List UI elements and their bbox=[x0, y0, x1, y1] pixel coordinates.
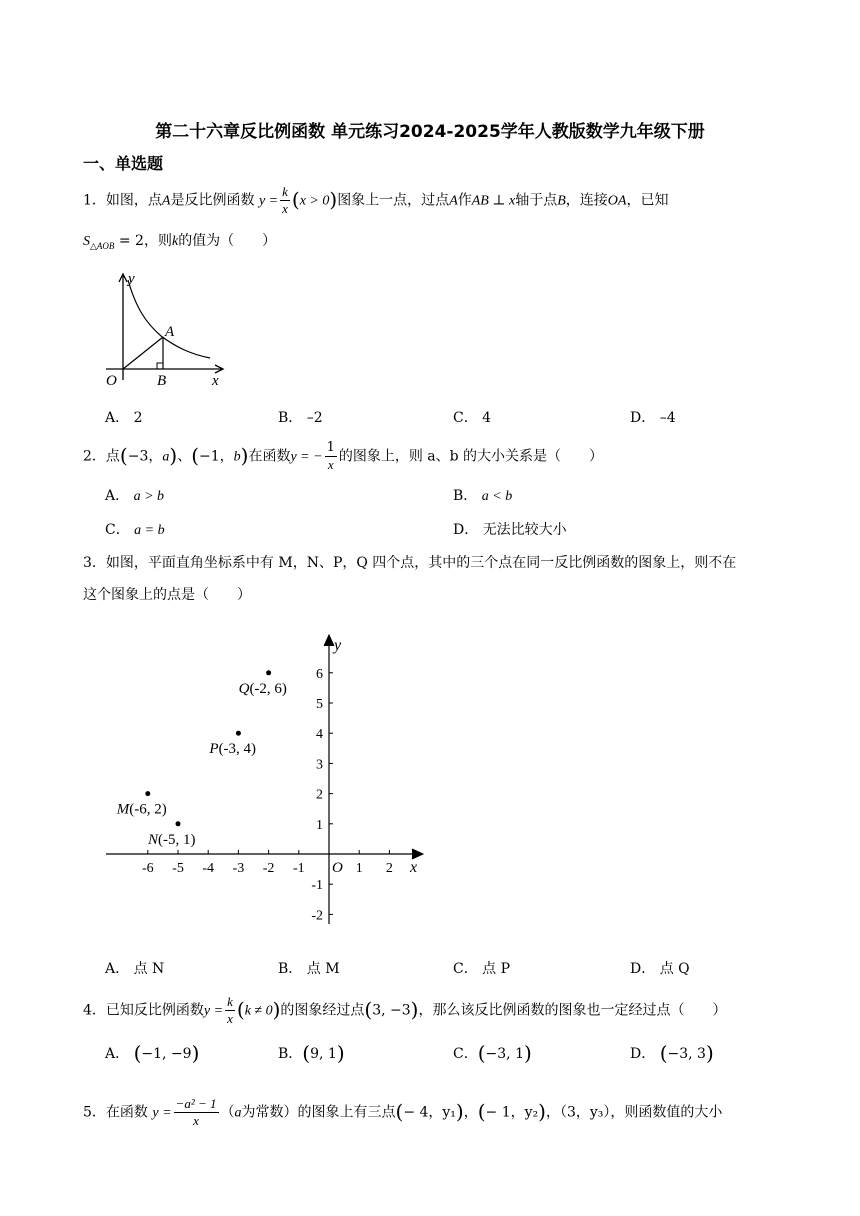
option-label: C． bbox=[105, 522, 130, 538]
q5-frac-den: x bbox=[193, 1113, 199, 1128]
q5-constant-a: a bbox=[234, 1105, 242, 1121]
q4-text: ，那么该反比例函数的图象也一定经过点（ ） bbox=[418, 1002, 727, 1019]
x-tick-label: -4 bbox=[202, 861, 215, 876]
option-value: 点 Q bbox=[659, 961, 690, 977]
q2-point-1-var: a bbox=[162, 449, 170, 465]
q1-condition: x > 0 bbox=[299, 193, 330, 209]
fig1-label-o: O bbox=[106, 373, 117, 389]
y-tick-label: -1 bbox=[311, 878, 323, 894]
q4-option-b[interactable] bbox=[278, 1041, 345, 1065]
q2-fraction bbox=[325, 440, 337, 473]
x-tick-label: 1 bbox=[355, 861, 363, 876]
paren: ) bbox=[240, 443, 249, 468]
q3-option-d[interactable] bbox=[630, 958, 690, 978]
question-2-line-1 bbox=[83, 440, 603, 473]
paren: ( bbox=[291, 187, 300, 212]
hyperbola-curve bbox=[128, 280, 210, 358]
paren: ( bbox=[659, 1041, 668, 1065]
x-axis-arrow bbox=[412, 849, 423, 859]
option-label: C． bbox=[453, 410, 478, 426]
q5-text: ，则函数值的大小 bbox=[610, 1104, 723, 1121]
option-value: –4 bbox=[659, 410, 676, 426]
option-value: a = b bbox=[134, 523, 165, 538]
q4-condition: k ≠ 0 bbox=[244, 1003, 273, 1019]
option-value: 无法比较大小 bbox=[482, 522, 567, 538]
y-tick-label: 6 bbox=[316, 666, 323, 682]
q2-text: 在函数 bbox=[248, 448, 291, 465]
fig1-label-b: B bbox=[157, 373, 167, 389]
paren: ) bbox=[523, 1041, 532, 1065]
option-value: 点 P bbox=[482, 961, 511, 977]
q1-perp: AB ⊥ x bbox=[471, 193, 516, 209]
q4-option-c[interactable] bbox=[453, 1041, 532, 1065]
q1-text: 是反比例函数 bbox=[170, 192, 255, 209]
document-title: 第二十六章反比例函数 单元练习2024-2025学年人教版数学九年级下册 bbox=[155, 122, 705, 142]
question-4-number: 4． bbox=[83, 1002, 106, 1019]
q4-text: 的图象经过点 bbox=[280, 1002, 365, 1019]
q5-fraction bbox=[174, 1096, 219, 1129]
paren: ( bbox=[133, 1041, 142, 1065]
paren: ) bbox=[329, 187, 338, 212]
paren: ( bbox=[302, 1041, 311, 1065]
q1-fraction bbox=[280, 184, 290, 217]
q2-text: 、 bbox=[177, 448, 192, 465]
q4-frac-num: k bbox=[227, 994, 233, 1009]
q5-point-1: − 4，y₁ bbox=[403, 1104, 456, 1121]
y-tick-label: 2 bbox=[316, 787, 323, 803]
q2-option-b[interactable] bbox=[453, 485, 512, 505]
q1-area-sub: △AOB bbox=[90, 241, 115, 251]
q2-option-c[interactable] bbox=[105, 519, 165, 539]
question-4-line-1 bbox=[83, 994, 726, 1027]
option-value: 点 N bbox=[133, 961, 165, 977]
q5-text: （ bbox=[220, 1104, 235, 1121]
point-q bbox=[266, 670, 271, 675]
option-label: D． bbox=[630, 961, 656, 977]
point-label-p: P(-3, 4) bbox=[209, 741, 257, 758]
q1-option-b[interactable] bbox=[278, 407, 323, 427]
x-tick-label: 2 bbox=[385, 861, 393, 876]
paren: ( bbox=[477, 1099, 486, 1124]
option-label: D． bbox=[453, 522, 479, 538]
option-value: −1, −9 bbox=[141, 1046, 192, 1062]
q3-text-line-2: 这个图象上的点是（ ） bbox=[83, 587, 251, 603]
option-label: D． bbox=[630, 1046, 656, 1062]
question-1-figure bbox=[98, 268, 233, 390]
q1-text: 图象上一点，过点 bbox=[337, 192, 450, 209]
q1-point-b: B bbox=[557, 193, 566, 209]
option-value: 9, 1 bbox=[310, 1046, 337, 1062]
option-value: −3, 1 bbox=[485, 1046, 524, 1062]
paren: ) bbox=[169, 443, 178, 468]
q4-fraction bbox=[225, 994, 235, 1027]
q2-formula-y: y = − bbox=[290, 449, 323, 465]
y-tick-label: 1 bbox=[316, 817, 323, 833]
q1-text: ，则 bbox=[143, 233, 172, 249]
q2-option-d[interactable] bbox=[453, 519, 567, 539]
paren: ) bbox=[705, 1041, 714, 1065]
fig1-label-x: x bbox=[212, 373, 219, 389]
question-1-line-2 bbox=[83, 231, 276, 256]
q2-frac-den: x bbox=[327, 457, 334, 472]
option-label: A． bbox=[105, 1046, 130, 1062]
paren: ) bbox=[336, 1041, 345, 1065]
question-2-number: 2． bbox=[83, 448, 106, 465]
point-m bbox=[145, 791, 150, 796]
option-label: A． bbox=[105, 961, 130, 977]
option-value: 4 bbox=[482, 410, 492, 426]
origin-label: O bbox=[332, 860, 343, 876]
point-label-q: Q(-2, 6) bbox=[238, 680, 287, 697]
option-label: D． bbox=[630, 410, 656, 426]
option-label: B． bbox=[278, 961, 303, 977]
q5-point-2: − 1，y₂ bbox=[485, 1104, 539, 1121]
q3-option-b[interactable] bbox=[278, 958, 340, 978]
q3-option-a[interactable] bbox=[105, 958, 164, 978]
q1-area-s: S bbox=[83, 234, 90, 249]
option-value: −3, 3 bbox=[667, 1046, 706, 1062]
q1-frac-den: x bbox=[282, 201, 288, 216]
x-axis-label: x bbox=[410, 859, 418, 876]
q1-segment-oa: OA bbox=[607, 193, 627, 209]
option-label: B． bbox=[278, 1046, 303, 1062]
x-tick-label: -3 bbox=[232, 861, 245, 876]
y-tick-label: 5 bbox=[316, 697, 323, 712]
paren: ( bbox=[236, 997, 245, 1022]
question-1-line-1 bbox=[83, 184, 668, 217]
q1-text: 轴于点 bbox=[515, 192, 558, 209]
q1-text: 的值为（ ） bbox=[178, 233, 277, 249]
paren: ( bbox=[119, 443, 128, 468]
right-angle-mark bbox=[157, 363, 163, 369]
question-3-figure bbox=[100, 630, 435, 930]
paren: ( bbox=[364, 997, 373, 1022]
x-tick-label: -6 bbox=[141, 861, 154, 876]
x-tick-label: -1 bbox=[292, 861, 305, 876]
q4-text: 已知反比例函数 bbox=[105, 1002, 204, 1019]
q3-text-line-1: 如图，平面直角坐标系中有 M，N、P，Q 四个点，其中的三个点在同一反比例函数的图象上，则不在 bbox=[105, 555, 737, 571]
q5-frac-num: −a² − 1 bbox=[175, 1096, 217, 1111]
point-n bbox=[176, 821, 181, 826]
q2-text: 点 bbox=[105, 448, 120, 465]
q2-point-2: −1， bbox=[199, 448, 234, 465]
q2-text: 的图象上，则 a、b 的大小关系是（ ） bbox=[338, 448, 604, 465]
y-tick-label: -2 bbox=[311, 908, 323, 924]
q2-point-2-var: b bbox=[233, 449, 241, 465]
paren: ) bbox=[538, 1099, 546, 1124]
q5-text: 在函数 bbox=[105, 1104, 148, 1121]
option-value: –2 bbox=[306, 410, 323, 426]
question-3-line-2 bbox=[83, 585, 251, 605]
q2-point-1: −3， bbox=[127, 448, 163, 465]
q4-frac-den: x bbox=[227, 1011, 233, 1026]
q4-point: 3, −3 bbox=[372, 1002, 411, 1019]
option-value: a > b bbox=[133, 489, 165, 504]
q1-point-a: A bbox=[161, 193, 171, 209]
q4-option-d[interactable] bbox=[630, 1041, 714, 1065]
option-label: A． bbox=[105, 410, 130, 426]
q1-text: ，连接 bbox=[565, 192, 608, 209]
paren: ) bbox=[191, 1041, 200, 1065]
q5-point-3: （3，y₃） bbox=[559, 1104, 611, 1121]
question-3-number: 3． bbox=[83, 555, 106, 571]
paren: ( bbox=[477, 1041, 486, 1065]
q5-formula-y: y = bbox=[152, 1105, 172, 1121]
paren: ( bbox=[395, 1099, 404, 1124]
q1-k: k bbox=[171, 234, 179, 249]
q5-text: 为常数）的图象上有三点 bbox=[241, 1104, 396, 1121]
option-value: a < b bbox=[481, 489, 513, 504]
x-tick-label: -5 bbox=[172, 861, 184, 876]
q1-option-c[interactable] bbox=[453, 407, 491, 427]
q1-text: 作 bbox=[457, 192, 472, 209]
x-tick-label: -2 bbox=[262, 861, 275, 876]
option-label: C． bbox=[453, 961, 478, 977]
q1-option-a[interactable] bbox=[105, 407, 143, 427]
q2-option-a[interactable] bbox=[105, 485, 164, 505]
option-value: 2 bbox=[133, 410, 143, 426]
q4-formula-y: y = bbox=[203, 1003, 224, 1019]
q1-text: ，已知 bbox=[626, 192, 669, 209]
section-heading: 一、单选题 bbox=[83, 154, 164, 173]
paren: ( bbox=[191, 443, 199, 468]
question-5-line-1: 5．在函数 y = $\frac{\text{−a² − 1}}{x}$ （a为常数）的图象上有三点(− 4，y₁)，(− 1，y₂)，（3，y₃），则函数值的大小 bbox=[83, 1096, 723, 1128]
q1-area-value: = 2 bbox=[118, 233, 144, 249]
point-label-n: N(-5, 1) bbox=[148, 831, 196, 848]
point-p bbox=[236, 731, 241, 736]
option-label: B． bbox=[278, 410, 303, 426]
option-label: B． bbox=[453, 488, 478, 504]
option-label: C． bbox=[453, 1046, 478, 1062]
fig1-label-a: A bbox=[165, 324, 175, 340]
question-1-number: 1． bbox=[83, 192, 106, 209]
option-value: 点 M bbox=[306, 961, 340, 977]
paren: ) bbox=[272, 997, 281, 1022]
question-5-number: 5． bbox=[83, 1104, 106, 1121]
q1-point-a: A bbox=[449, 193, 458, 209]
question-3-line-1 bbox=[83, 553, 736, 573]
q1-option-d[interactable] bbox=[630, 407, 676, 427]
point-label-m: M(-6, 2) bbox=[116, 801, 167, 818]
q1-formula-y: y = bbox=[258, 193, 279, 209]
y-tick-label: 3 bbox=[316, 757, 323, 773]
q1-frac-num: k bbox=[282, 184, 288, 199]
fig1-label-y: y bbox=[128, 271, 135, 287]
q1-text: 如图，点 bbox=[105, 192, 162, 209]
q4-option-a[interactable] bbox=[105, 1041, 199, 1065]
q2-frac-num: 1 bbox=[326, 440, 335, 455]
paren: ) bbox=[455, 1099, 464, 1124]
q3-option-c[interactable] bbox=[453, 958, 510, 978]
y-axis-arrow bbox=[324, 635, 334, 646]
paren: ) bbox=[410, 997, 419, 1022]
y-tick-label: 4 bbox=[316, 727, 323, 743]
y-axis-label: y bbox=[334, 637, 342, 654]
option-label: A． bbox=[105, 488, 130, 504]
